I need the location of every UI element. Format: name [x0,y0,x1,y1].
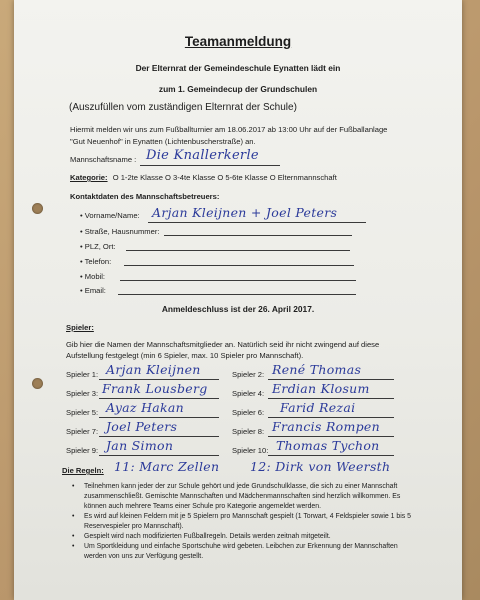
email-underline [118,294,356,295]
player-underline [99,379,219,380]
player-label: Spieler 7: [66,427,99,436]
player-label: Spieler 2: [232,370,265,379]
extra-player-12: 12: Dirk von Weersth [250,459,391,474]
player-label: Spieler 10: [232,446,269,455]
contact-heading: Kontaktdaten des Mannschaftsbetreuers: [70,192,220,201]
email-label: • Email: [80,286,106,295]
rule-item: • Gespielt wird nach modifizierten Fußballregeln. Details werden zeitnah mitgeteilt. [70,532,414,542]
player-underline [268,398,394,399]
player-name: Ayaz Hakan [106,400,185,415]
deadline-notice: Anmeldeschluss ist der 26. April 2017. [161,304,315,314]
player-name: Jan Simon [106,438,174,453]
mobile-underline [120,280,356,281]
phone-underline [124,265,354,266]
page-title: Teamanmeldung [184,34,292,49]
players-intro-1: Gib hier die Namen der Mannschaftsmitglieder an. Natürlich seid ihr nicht zwingend auf diese [66,340,380,349]
player-underline [99,417,219,418]
player-label: Spieler 3: [66,389,99,398]
street-label: • Straße, Hausnummer: [80,227,160,236]
team-name-label: Mannschaftsname : [70,155,137,164]
instruction-note: (Auszufüllen vom zuständigen Elternrat der Schule) [69,102,297,113]
rule-item: • Teilnehmen kann jeder der zur Schule gehört und jede Grundschulklasse, die sich zu einer Mannschaft zusammenschließt. Gemischte Mannschaften und Mädchenmannschaften sind herzlich willkommen. Es können auch mehrere Teams einer Schule pro Kategorie angemeldet werden. [70,482,414,512]
registration-text-1: Hiermit melden wir uns zum Fußballturnier am 18.06.2017 ab 13:00 Uhr auf der Fußballanlage [70,125,388,134]
player-label: Spieler 8: [232,427,265,436]
name-underline [148,222,366,223]
player-name: Frank Lousberg [102,381,208,396]
category-label: Kategorie: [70,173,108,182]
rules-list [70,482,414,562]
category-options: O 1-2te Klasse O 3-4te Klasse O 5-6te Klasse O Elternmannschaft [112,173,337,182]
player-name: Erdian Klosum [272,381,370,396]
players-intro-2: Aufstellung festgelegt (min 6 Spieler, max. 10 Spieler pro Mannschaft). [66,351,304,360]
registration-text-2: "Gut Neuenhof" in Eynatten (Lichtenbuscherstraße) an. [70,137,256,146]
player-name: Joel Peters [106,419,178,434]
intro-line-1: Der Elternrat der Gemeindeschule Eynatten lädt ein [135,63,341,73]
player-underline [99,455,219,456]
player-label: Spieler 4: [232,389,265,398]
players-heading: Spieler: [66,323,94,332]
team-name-underline [140,165,280,166]
intro-line-2: zum 1. Gemeindecup der Grundschulen [158,84,318,94]
player-label: Spieler 1: [66,370,99,379]
player-name: Arjan Kleijnen [106,362,201,377]
mobile-label: • Mobil: [80,272,106,281]
player-name: Francis Rompen [272,419,380,434]
name-label: • Vorname/Name: [80,211,140,220]
zip-label: • PLZ, Ort: [80,242,116,251]
player-underline [99,436,219,437]
player-name: Farid Rezai [280,400,356,415]
player-underline [268,379,394,380]
street-underline [164,235,352,236]
player-label: Spieler 5: [66,408,99,417]
rule-item: • Um Sportkleidung und einfache Sportschuhe wird gebeten. Leibchen zur Erkennung der Mannschaften werden von uns zur Verfügung gestellt. [70,542,414,562]
punch-hole [32,203,43,214]
team-name-value: Die Knallerkerle [146,148,259,163]
zip-underline [126,250,350,251]
contact-name-value: Arjan Kleijnen + Joel Peters [152,205,338,220]
player-underline [268,455,394,456]
player-underline [99,398,219,399]
extra-player-11: 11: Marc Zellen [114,459,220,474]
phone-label: • Telefon: [80,257,112,266]
rules-heading: Die Regeln: [62,466,104,475]
registration-form-sheet [14,0,462,600]
player-name: René Thomas [272,362,362,377]
category-row [70,173,337,182]
player-label: Spieler 6: [232,408,265,417]
rule-item: • Es wird auf kleinen Feldern mit je 5 Spielern pro Mannschaft gespielt (1 Torwart, 4 Feldspieler sowie 1 bis 5 Reservespieler pro Mannschaft). [70,512,414,532]
player-name: Thomas Tychon [276,438,380,453]
player-underline [268,417,394,418]
punch-hole [32,378,43,389]
player-label: Spieler 9: [66,446,99,455]
player-underline [268,436,394,437]
